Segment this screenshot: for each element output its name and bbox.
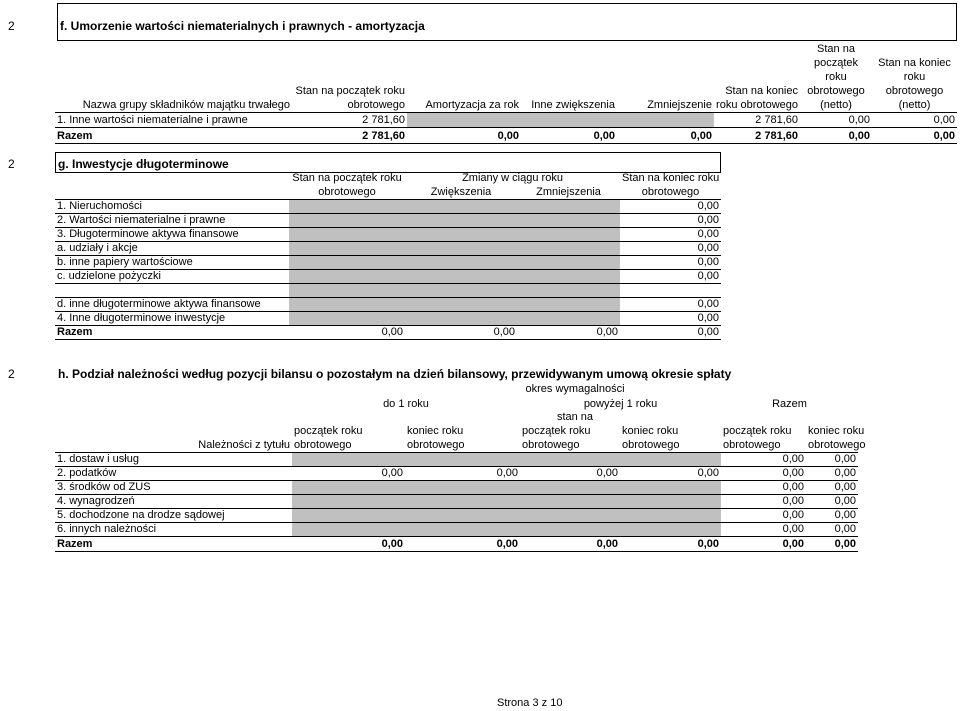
g-header-end-1: Stan na koniec roku	[622, 172, 720, 184]
g-row-end: 0,00	[620, 213, 721, 227]
h-cell: 0,00	[806, 480, 858, 494]
h-total-val: 0,00	[721, 536, 806, 551]
h-cell: 0,00	[721, 452, 806, 466]
h-cell: 0,00	[721, 466, 806, 480]
h-header-obrotowego: obrotowego	[522, 438, 580, 451]
g-cell	[517, 227, 620, 241]
f-row-1-cell	[521, 113, 617, 128]
f-row-1	[55, 113, 957, 128]
g-header-dec: Zmniejszenia	[536, 185, 601, 198]
g-row-end: 0,00	[620, 255, 721, 269]
section-h-table	[55, 381, 866, 552]
g-cell	[405, 227, 517, 241]
h-header-name: Należności z tytułu	[198, 438, 290, 451]
h-total-name: Razem	[55, 536, 292, 551]
h-row	[55, 508, 858, 522]
h-total-row	[55, 536, 858, 551]
g-header-changes: Zmiany w ciągu roku	[462, 172, 563, 184]
f-header-start-net: Stan na początek roku obrotowego (netto)	[807, 43, 865, 111]
g-total-row	[55, 325, 721, 339]
f-header-end-net: Stan na koniec roku obrotowego (netto)	[878, 57, 951, 111]
section-f-title-box	[57, 3, 957, 41]
g-header-start-2: obrotowego	[318, 185, 376, 198]
g-row	[55, 297, 721, 311]
f-row-1-start-net: 0,00	[800, 113, 872, 128]
h-row	[55, 452, 858, 466]
h-header-stan: stan na	[556, 411, 594, 423]
g-row-end	[620, 283, 721, 297]
g-cell	[289, 227, 405, 241]
h-cell	[405, 452, 520, 466]
h-cell	[292, 452, 405, 466]
h-row-name: 5. dochodzone na drodze sądowej	[55, 508, 292, 522]
f-total-val: 2 781,60	[714, 128, 800, 144]
f-total-val: 0,00	[521, 128, 617, 144]
h-header-row-5	[55, 438, 858, 452]
h-header-upto1: do 1 roku	[383, 398, 429, 410]
f-total-val: 0,00	[407, 128, 521, 144]
h-header-period: okres wymagalności	[525, 383, 625, 395]
h-header-start: początek roku	[522, 425, 591, 437]
g-header-blank	[55, 185, 289, 199]
h-cell	[520, 480, 620, 494]
g-row-end: 0,00	[620, 269, 721, 283]
page-footer: Strona 3 z 10	[497, 697, 563, 709]
f-row-1-end: 2 781,60	[714, 113, 800, 128]
h-header-over1: powyżej 1 roku	[583, 398, 658, 410]
h-cell	[292, 494, 405, 508]
h-total-val: 0,00	[405, 536, 520, 551]
g-cell	[289, 269, 405, 283]
g-row-name: 2. Wartości niematerialne i prawne	[55, 213, 289, 227]
h-cell	[520, 494, 620, 508]
g-cell	[289, 241, 405, 255]
g-cell	[405, 269, 517, 283]
section-f-header-row	[55, 42, 957, 113]
g-cell	[517, 199, 620, 213]
h-header-end: koniec roku	[407, 425, 464, 437]
g-header-row-1	[55, 171, 721, 185]
h-cell	[405, 508, 520, 522]
f-total-row	[55, 128, 957, 144]
g-cell	[289, 199, 405, 213]
g-cell	[289, 311, 405, 325]
f-header-inc: Inne zwiększenia	[531, 99, 615, 111]
f-header-amort: Amortyzacja za rok	[425, 99, 519, 111]
g-cell	[517, 255, 620, 269]
g-header-end-2: obrotowego	[641, 185, 700, 198]
h-cell	[620, 452, 721, 466]
h-row	[55, 480, 858, 494]
section-g-table	[55, 171, 721, 340]
h-cell: 0,00	[721, 494, 806, 508]
g-cell	[517, 283, 620, 297]
g-cell	[405, 199, 517, 213]
h-header-total: Razem	[772, 398, 807, 410]
h-row-name: 2. podatków	[55, 466, 292, 480]
g-row-end: 0,00	[620, 199, 721, 213]
h-cell	[292, 480, 405, 494]
g-row-name: 4. Inne długoterminowe inwestycje	[55, 311, 289, 325]
h-cell: 0,00	[721, 480, 806, 494]
g-row-name: b. inne papiery wartościowe	[55, 255, 289, 269]
f-row-1-cell	[407, 113, 521, 128]
f-header-dec: Zmniejszenie	[647, 99, 712, 111]
h-cell: 0,00	[721, 522, 806, 536]
h-header-obrotowego: obrotowego	[407, 438, 465, 451]
h-row-name: 6. innych należności	[55, 522, 292, 536]
f-header-name: Nazwa grupy składników majątku trwałego	[82, 99, 290, 111]
g-header-inc: Zwiększenia	[430, 185, 492, 198]
h-cell	[620, 480, 721, 494]
g-total-val: 0,00	[405, 325, 517, 339]
h-cell	[520, 522, 620, 536]
h-cell	[292, 522, 405, 536]
f-total-val: 2 781,60	[292, 128, 407, 144]
f-total-name: Razem	[55, 128, 292, 144]
h-header-blank	[55, 411, 292, 424]
h-cell	[520, 508, 620, 522]
f-total-val: 0,00	[800, 128, 872, 144]
g-cell	[289, 255, 405, 269]
g-cell	[517, 297, 620, 311]
f-header-start: Stan na początek roku obrotowego	[295, 85, 405, 111]
h-header-obrotowego: obrotowego	[294, 438, 352, 451]
g-total-val: 0,00	[620, 325, 721, 339]
section-h-number: 2	[8, 367, 15, 381]
g-cell	[405, 297, 517, 311]
f-row-1-name: 1. Inne wartości niematerialne i prawne	[55, 113, 292, 128]
g-cell	[517, 311, 620, 325]
g-cell	[517, 241, 620, 255]
g-row-name: 3. Długoterminowe aktywa finansowe	[55, 227, 289, 241]
g-row	[55, 227, 721, 241]
h-total-val: 0,00	[806, 536, 858, 551]
g-row-end: 0,00	[620, 241, 721, 255]
h-cell	[292, 508, 405, 522]
h-cell: 0,00	[806, 494, 858, 508]
h-header-row-1	[55, 381, 858, 396]
section-f-table	[55, 42, 957, 144]
g-cell	[405, 311, 517, 325]
g-row-end: 0,00	[620, 227, 721, 241]
f-total-val: 0,00	[617, 128, 714, 144]
g-row-name: d. inne długoterminowe aktywa finansowe	[55, 297, 289, 311]
h-cell	[620, 508, 721, 522]
g-row-name: c. udzielone pożyczki	[55, 269, 289, 283]
h-header-blank	[55, 396, 292, 411]
h-cell: 0,00	[620, 466, 721, 480]
f-total-val: 0,00	[872, 128, 957, 144]
g-row	[55, 199, 721, 213]
g-total-val: 0,00	[517, 325, 620, 339]
h-header-row-2	[55, 396, 858, 411]
h-header-obrotowego: obrotowego	[808, 438, 866, 451]
g-total-val: 0,00	[289, 325, 405, 339]
h-header-obrotowego: obrotowego	[723, 438, 781, 451]
h-cell	[405, 494, 520, 508]
g-row-name	[55, 283, 289, 297]
g-cell	[405, 241, 517, 255]
section-f-number: 2	[8, 19, 15, 33]
h-cell: 0,00	[806, 452, 858, 466]
g-row	[55, 283, 721, 297]
h-row-name: 4. wynagrodzeń	[55, 494, 292, 508]
g-total-name: Razem	[55, 325, 289, 339]
h-cell	[405, 480, 520, 494]
g-row	[55, 269, 721, 283]
h-cell: 0,00	[806, 508, 858, 522]
h-cell	[520, 452, 620, 466]
h-cell: 0,00	[520, 466, 620, 480]
h-row	[55, 522, 858, 536]
h-header-row-3	[55, 411, 858, 424]
h-header-start: początek roku	[723, 425, 792, 437]
h-header-end: koniec roku	[808, 425, 865, 437]
section-h-title: h. Podział należności według pozycji bilansu o pozostałym na dzień bilansowy, przewidywanym umową okresie spłaty	[58, 367, 732, 381]
g-cell	[405, 255, 517, 269]
h-cell: 0,00	[806, 466, 858, 480]
f-row-1-cell	[617, 113, 714, 128]
h-header-start: początek roku	[294, 425, 363, 437]
h-cell: 0,00	[721, 508, 806, 522]
h-row-name: 1. dostaw i usług	[55, 452, 292, 466]
g-row-end: 0,00	[620, 311, 721, 325]
g-cell	[517, 213, 620, 227]
g-row	[55, 311, 721, 325]
h-total-val: 0,00	[292, 536, 405, 551]
g-cell	[405, 283, 517, 297]
g-header-blank	[55, 171, 289, 185]
f-header-end: Stan na koniec roku obrotowego	[716, 85, 798, 111]
h-header-end: koniec roku	[622, 425, 679, 437]
h-cell: 0,00	[405, 466, 520, 480]
f-row-1-end-net: 0,00	[872, 113, 957, 128]
section-g-title-box	[55, 152, 721, 173]
h-total-val: 0,00	[620, 536, 721, 551]
h-cell	[620, 522, 721, 536]
h-cell	[405, 522, 520, 536]
g-header-start-1: Stan na początek roku	[292, 172, 402, 184]
g-cell	[289, 283, 405, 297]
g-cell	[405, 213, 517, 227]
h-header-blank	[55, 381, 292, 396]
g-row-name: a. udziały i akcje	[55, 241, 289, 255]
h-total-val: 0,00	[520, 536, 620, 551]
f-row-1-start: 2 781,60	[292, 113, 407, 128]
g-row-name: 1. Nieruchomości	[55, 199, 289, 213]
h-cell: 0,00	[292, 466, 405, 480]
g-header-row-2	[55, 185, 721, 199]
g-row	[55, 255, 721, 269]
g-row	[55, 213, 721, 227]
h-row-name: 3. środków od ZUS	[55, 480, 292, 494]
g-cell	[289, 297, 405, 311]
h-row	[55, 494, 858, 508]
g-row-end: 0,00	[620, 297, 721, 311]
section-g-number: 2	[8, 157, 15, 171]
h-row	[55, 466, 858, 480]
section-f-title: f. Umorzenie wartości niematerialnych i prawnych - amortyzacja	[60, 19, 425, 33]
h-header-blank	[55, 424, 292, 438]
h-header-row-4	[55, 424, 858, 438]
h-cell: 0,00	[806, 522, 858, 536]
h-cell	[620, 494, 721, 508]
section-g-title: g. Inwestycje długoterminowe	[58, 157, 229, 171]
g-row	[55, 241, 721, 255]
h-header-obrotowego: obrotowego	[622, 438, 680, 451]
g-cell	[517, 269, 620, 283]
g-cell	[289, 213, 405, 227]
